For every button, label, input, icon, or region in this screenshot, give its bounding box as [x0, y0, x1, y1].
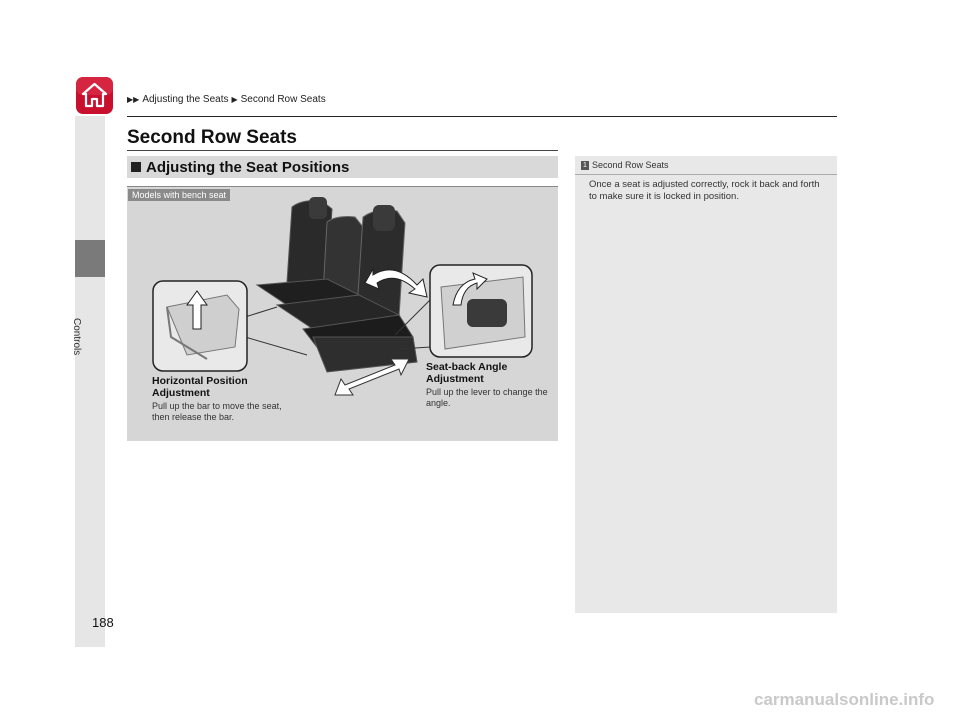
- page-title: Second Row Seats: [127, 127, 297, 148]
- model-tag: Models with bench seat: [128, 189, 230, 201]
- sidebar-active-tab: [75, 240, 105, 277]
- breadcrumb-arrow-icon: ▶▶: [127, 95, 140, 104]
- square-bullet-icon: [131, 162, 141, 172]
- breadcrumb: [127, 94, 326, 105]
- notes-header: [581, 160, 669, 170]
- title-divider: [127, 150, 558, 151]
- bench-seat-graphic: [257, 197, 427, 395]
- notes-divider: [575, 174, 837, 175]
- section-heading: [127, 156, 558, 178]
- header-divider: [127, 116, 837, 117]
- page-number: 188: [92, 615, 114, 630]
- home-button[interactable]: [75, 76, 114, 115]
- caption-title: Horizontal Position Adjustment: [152, 375, 248, 399]
- sidebar-strip: [75, 116, 105, 647]
- breadcrumb-item-adjusting-seats[interactable]: Adjusting the Seats: [142, 94, 229, 105]
- breadcrumb-arrow-icon: ▶: [231, 95, 238, 104]
- notes-panel: [575, 156, 837, 613]
- seat-back-adjust-callout: [395, 265, 532, 357]
- section-heading-text: Adjusting the Seat Positions: [146, 158, 350, 176]
- horizontal-adjust-caption: [152, 375, 282, 423]
- reference-badge: 1: [581, 161, 589, 170]
- notes-title: Second Row Seats: [592, 160, 669, 170]
- seat-back-adjust-caption: [426, 361, 551, 409]
- caption-body: Pull up the bar to move the seat, then release the bar.: [152, 401, 282, 422]
- caption-body: Pull up the lever to change the angle.: [426, 387, 548, 408]
- notes-body: Once a seat is adjusted correctly, rock it back and forth to make sure it is locked in position.: [589, 179, 820, 202]
- breadcrumb-item-second-row-seats[interactable]: Second Row Seats: [240, 94, 326, 105]
- sidebar-label: Controls: [71, 318, 82, 356]
- watermark: carmanualsonline.info: [754, 690, 935, 709]
- caption-title: Seat-back Angle Adjustment: [426, 361, 508, 385]
- home-icon: [75, 76, 114, 115]
